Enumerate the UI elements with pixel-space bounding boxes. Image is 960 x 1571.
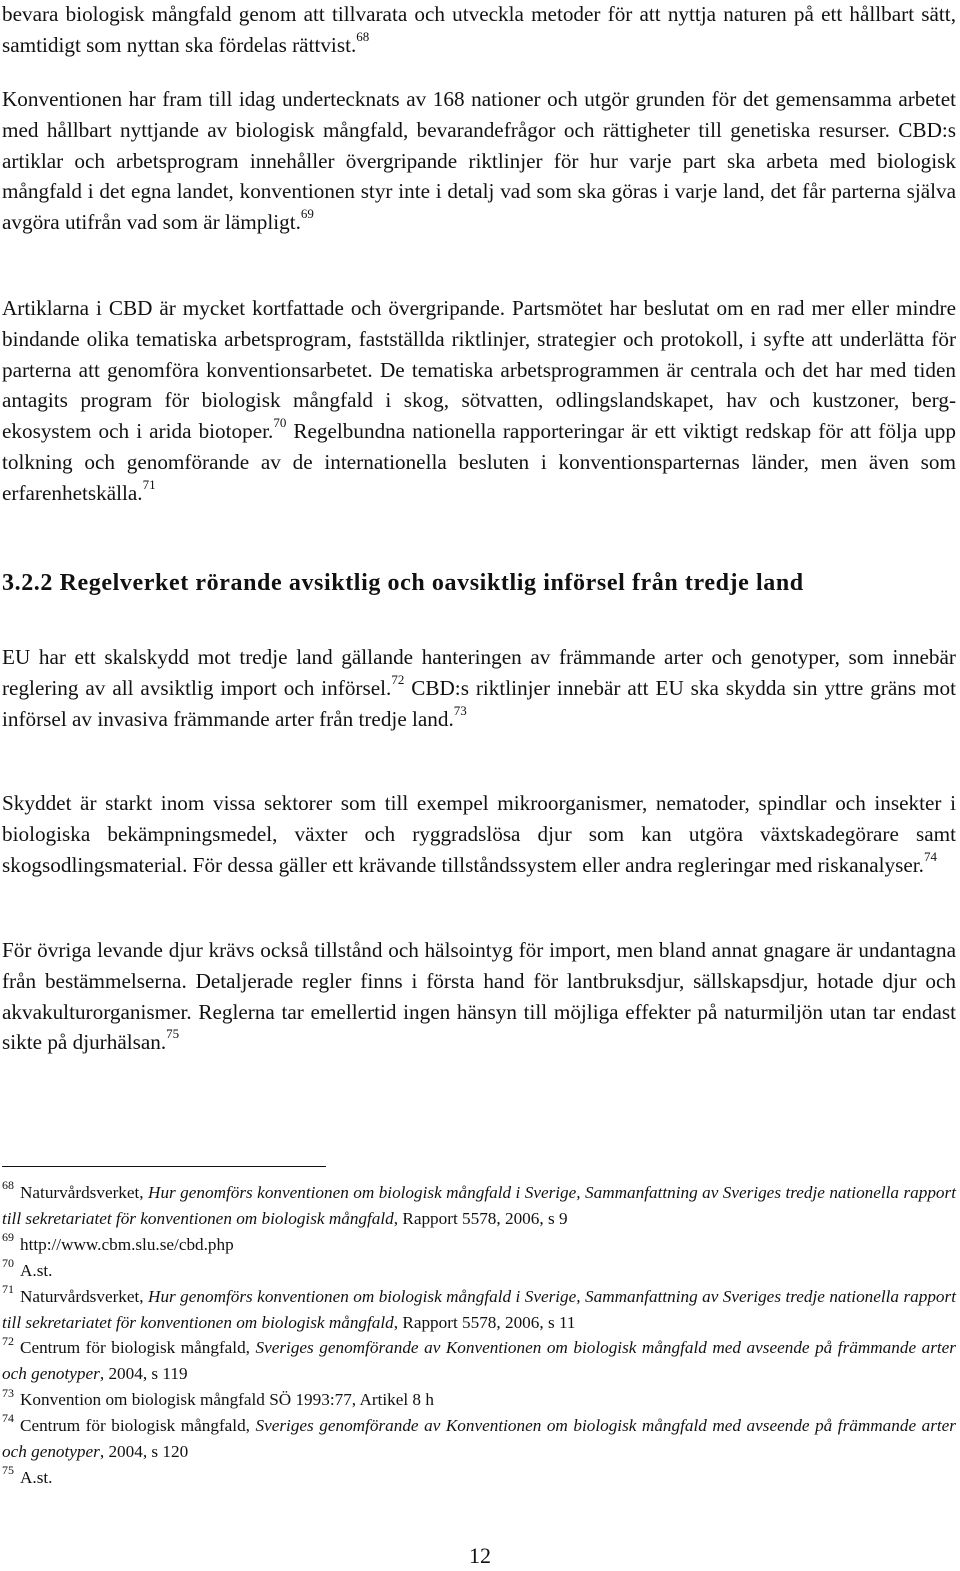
page-number: 12 [469, 1543, 491, 1568]
footnote-73 [2, 1387, 956, 1413]
footnote-number: 68 [2, 1178, 14, 1193]
footnote-number: 72 [2, 1333, 14, 1348]
footnote-ref[interactable]: 72 [391, 671, 405, 687]
footnote-text: , 2004, s 120 [99, 1442, 189, 1462]
footnote-separator [2, 1166, 326, 1167]
paragraph-text: Konventionen har fram till idag undertecknats av 168 nationer och utgör grunden för det gemensamma arbetet med hållbart nyttjande av biologisk mångfald, bevarandefrågor och rättigheter till genetiska resurser. CBD:s artiklar och arbetsprogram innehåller övergripande riktlinjer för hur varje part ska arbeta med biologisk mångfald i det egna landet, konventionen styr inte i detalj vad som ska göras i varje land, det får parterna själva avgöra utifrån vad som är lämpligt. [2, 87, 956, 235]
footnote-70 [2, 1255, 956, 1284]
footnote-text: , 2004, s 119 [99, 1364, 188, 1384]
paragraph-protection [2, 788, 956, 880]
footnote-ref[interactable]: 75 [166, 1026, 180, 1042]
footnote-title: Hur genomförs konventionen om biologisk mångfald i Sverige, Sammanfattning av Sveriges tredje nationella rapport till sekretariatet för konventionen om biologisk mångfald [2, 1183, 956, 1228]
footnote-74 [2, 1413, 956, 1465]
footnote-ref[interactable]: 73 [453, 702, 467, 718]
footnote-text: Centrum för biologisk mångfald, [20, 1416, 256, 1436]
paragraph-text: Regelbundna nationella rapporteringar är ett viktigt redskap för att följa upp tolkning och genomförande av de internationella besluten i konventionsparternas länder, men även som erfarenhetskälla. [2, 419, 956, 505]
footnote-text: Centrum för biologisk mångfald, [20, 1338, 256, 1358]
footnote-text: Naturvårdsverket, [20, 1183, 149, 1202]
paragraph-text: EU har ett skalskydd mot tredje land gällande hanteringen av främmande arter och genotyper, som innebär reglering av all avsiktlig import och införsel. [2, 645, 956, 700]
footnote-text: Konvention om biologisk mångfald SÖ 1993:77, Artikel 8 h [20, 1390, 434, 1410]
paragraph-articles [2, 293, 956, 509]
paragraph-convention [2, 84, 956, 238]
footnote-text: , Rapport 5578, 2006, s 11 [393, 1312, 576, 1332]
paragraph-text: CBD:s riktlinjer innebär att EU ska skydda sin yttre gräns mot införsel av invasiva främmande arter från tredje land. [2, 675, 956, 731]
footnote-number: 74 [2, 1411, 14, 1426]
footnote-title: Sveriges genomförande av Konventionen om biologisk mångfald med avseende på främmande arter och genotyper [2, 1416, 956, 1462]
footnote-text: A.st. [20, 1467, 53, 1487]
footnote-68 [2, 1180, 956, 1232]
paragraph-text: Artiklarna i CBD är mycket kortfattade och övergripande. Partsmötet har beslutat om en rad mer eller mindre bindande olika tematiska arbetsprogram, fastställda riktlinjer, strategier och protokoll, i syfte att underlätta för parterna att genomföra konventionsarbetet. De tematiska arbetsprogrammen är centrala och det har med tiden antagits program för biologisk mångfald i skog, sötvatten, odlingslandskapet, hav och kustzoner, berg-ekosystem och i arida biotoper. [2, 296, 956, 444]
paragraph-continuation [2, 0, 956, 61]
footnote-title: Sveriges genomförande av Konventionen om biologisk mångfald med avseende på främmande arter och genotyper [2, 1338, 956, 1384]
paragraph-text: bevara biologisk mångfald genom att tillvarata och utveckla metoder för att nyttja naturen på ett hållbart sätt, samtidigt som nyttan ska fördelas rättvist. [2, 2, 956, 57]
footnote-text: Naturvårdsverket, [20, 1286, 149, 1306]
footnote-number: 69 [2, 1230, 14, 1245]
footnote-ref[interactable]: 71 [142, 476, 156, 492]
footnote-69 [2, 1232, 956, 1258]
footnote-number: 73 [2, 1385, 14, 1400]
paragraph-text: Skyddet är starkt inom vissa sektorer som till exempel mikroorganismer, nematoder, spindlar och insekter i biologiska bekämpningsmedel, växter och ryggradslösa djur som kan utgöra växtskadegörare samt skogsodlingsmaterial. För dessa gäller ett krävande tillståndssystem eller andra regleringar med riskanalyser. [2, 791, 956, 877]
footnote-ref[interactable]: 74 [923, 848, 937, 864]
footnote-ref[interactable]: 68 [356, 28, 370, 44]
section-heading: 3.2.2 Regelverket rörande avsiktlig och oavsiktlig införsel från tredje land [2, 570, 804, 596]
footnote-ref[interactable]: 70 [273, 415, 287, 431]
footnote-text: A.st. [20, 1260, 53, 1280]
footnote-number: 75 [2, 1463, 14, 1478]
footnote-75 [2, 1465, 956, 1491]
paragraph-text: För övriga levande djur krävs också tillstånd och hälsointyg för import, men bland annat gnagare är undantagna från bestämmelserna. Detaljerade regler finns i första hand för lantbruksdjur, sällskapsdjur, hotade djur och akvakulturorganismer. Reglerna tar emellertid ingen hänsyn till möjliga effekter på naturmiljön utan tar endast sikte på djurhälsan. [2, 938, 956, 1055]
footnote-71 [2, 1281, 956, 1336]
footnote-ref[interactable]: 69 [300, 206, 314, 222]
footnote-number: 71 [2, 1281, 14, 1296]
paragraph-other-animals [2, 935, 956, 1058]
footnote-72 [2, 1335, 956, 1387]
footnotes [2, 1180, 956, 1491]
footnote-link[interactable]: http://www.cbm.slu.se/cbd.php [20, 1234, 234, 1254]
footnote-title: Hur genomförs konventionen om biologisk mångfald i Sverige, Sammanfattning av Sveriges tredje nationella rapport till sekretariatet för konventionen om biologisk mångfald [2, 1286, 956, 1332]
footnote-text: , Rapport 5578, 2006, s 9 [393, 1208, 568, 1228]
footnote-number: 70 [2, 1255, 14, 1270]
paragraph-eu-shell [2, 642, 956, 734]
